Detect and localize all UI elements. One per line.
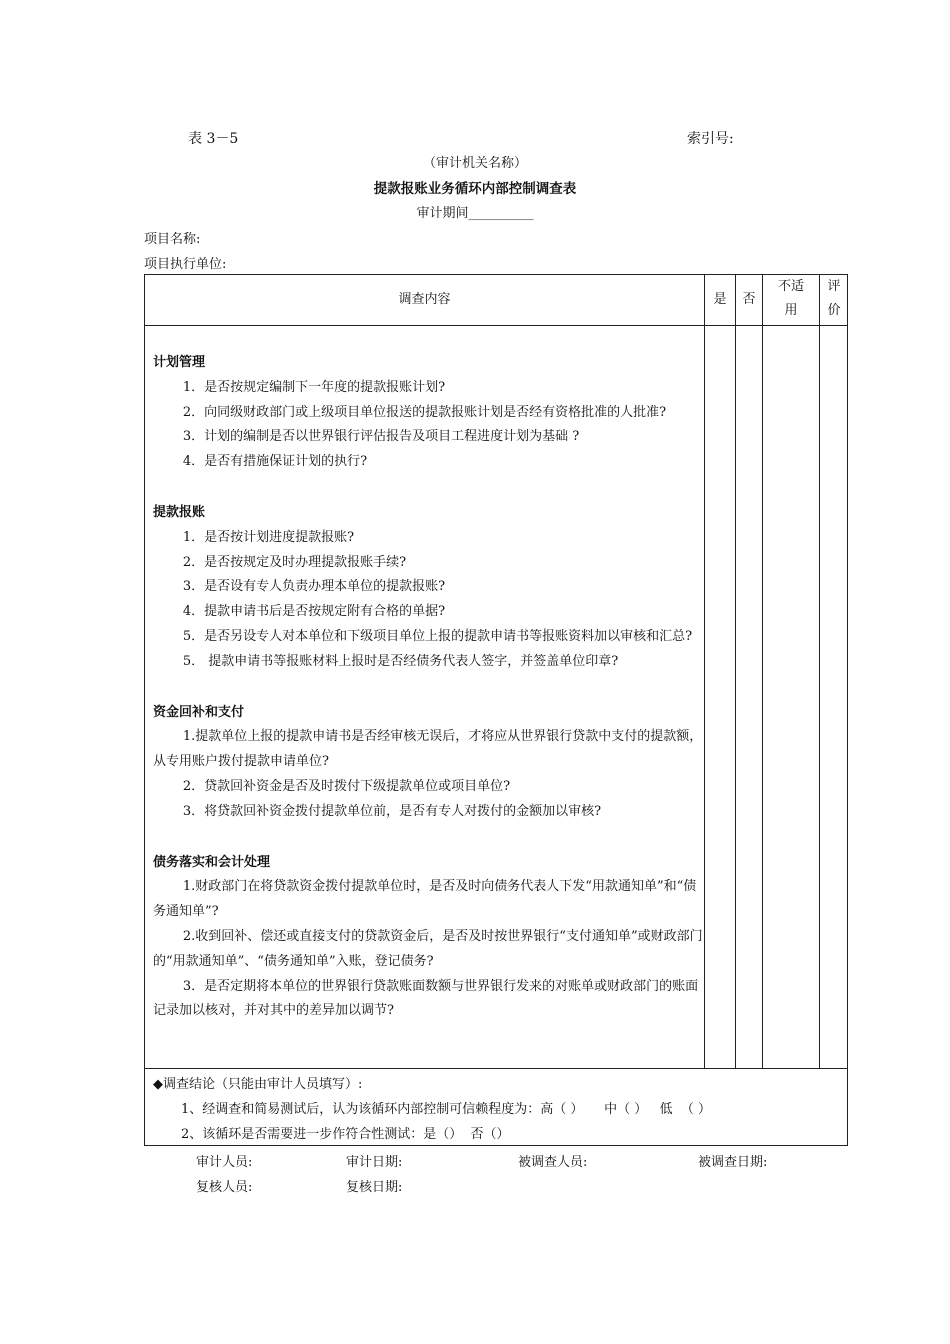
page-title: 提款报账业务循环内部控制调查表 xyxy=(373,181,577,197)
survey-content xyxy=(153,349,703,1024)
list-item: 1．是否按规定编制下一年度的提款报账计划? xyxy=(182,379,446,395)
conclusion-line-2: 2、该循环是否需要进一步作符合性测试：是（） 否（） xyxy=(181,1127,510,1142)
org-name: （审计机关名称） xyxy=(422,156,527,171)
section-title: 债务落实和会计处理 xyxy=(153,854,271,870)
col-eval-header-line2: 价 xyxy=(827,303,841,318)
list-item: 1.财政部门在将贷款资金拨付提款单位时，是否及时向债务代表人下发“用款通知单”和“债务通知单”? xyxy=(153,879,697,920)
col-no-header: 否 xyxy=(742,292,756,307)
list-item: 3．计划的编制是否以世界银行评估报告及项目工程进度计划为基础 ? xyxy=(182,429,580,445)
survey-date-label: 被调查日期: xyxy=(698,1155,768,1170)
conclusion-heading: ◆调查结论（只能由审计人员填写）: xyxy=(153,1077,363,1092)
list-item: 5．是否另设专人对本单位和下级项目单位上报的提款申请书等报账资料加以审核和汇总? xyxy=(182,628,693,644)
list-item: 3．是否定期将本单位的世界银行贷款账面数额与世界银行发来的对账单或财政部门的账面记录加以核对，并对其中的差异加以调节? xyxy=(153,978,699,1019)
col-yes-header: 是 xyxy=(713,292,727,307)
col-eval-header-line1: 评 xyxy=(827,279,841,294)
list-item: 3．是否设有专人负责办理本单位的提款报账? xyxy=(182,579,446,595)
list-item: 3．将贷款回补资金拨付提款单位前，是否有专人对拨付的金额加以审核? xyxy=(182,803,602,819)
conclusion-line-1: 1、经调查和简易测试后，认为该循环内部控制可信赖程度为：高（ ） 中（ ） 低 （ ） xyxy=(181,1102,711,1117)
section-title: 计划管理 xyxy=(153,355,206,370)
review-date-label: 复核日期: xyxy=(346,1180,403,1195)
col-na-header-line1: 不适 xyxy=(777,279,804,294)
list-item: 2．贷款回补资金是否及时拨付下级提款单位或项目单位? xyxy=(182,778,511,794)
auditor-label: 审计人员: xyxy=(196,1155,253,1170)
list-item: 1．是否按计划进度提款报账? xyxy=(182,529,355,545)
audit-date-label: 审计日期: xyxy=(346,1155,403,1170)
survey-table xyxy=(144,274,848,1146)
list-item: 2.收到回补、偿还或直接支付的贷款资金后，是否及时按世界银行“支付通知单”或财政部门的“用款通知单”、“债务通知单”入账，登记债务? xyxy=(153,928,703,969)
list-item: 4．提款申请书后是否按规定附有合格的单据? xyxy=(182,604,446,620)
reviewer-label: 复核人员: xyxy=(196,1180,253,1195)
audit-period: 审计期间__________ xyxy=(416,206,534,221)
list-item: 5． 提款申请书等报账材料上报时是否经债务代表人签字，并签盖单位印章? xyxy=(182,653,619,669)
project-unit-label: 项目执行单位: xyxy=(144,257,227,272)
table-number: 表 3－5 xyxy=(188,131,239,147)
list-item: 1.提款单位上报的提款申请书是否经审核无误后，才将应从世界银行贷款中支付的提款额，从专用账户拨付提款申请单位? xyxy=(153,729,703,770)
list-item: 2．向同级财政部门或上级项目单位报送的提款报账计划是否经有资格批准的人批准? xyxy=(182,404,667,420)
list-item: 2．是否按规定及时办理提款报账手续? xyxy=(182,554,407,570)
index-label: 索引号: xyxy=(687,131,734,147)
col-content-header: 调查内容 xyxy=(398,292,451,307)
list-item: 4．是否有措施保证计划的执行? xyxy=(182,454,368,470)
section-title: 提款报账 xyxy=(153,504,206,520)
project-name-label: 项目名称: xyxy=(144,232,201,247)
auditee-label: 被调查人员: xyxy=(518,1155,588,1170)
section-title: 资金回补和支付 xyxy=(153,704,245,720)
col-na-header-line2: 用 xyxy=(784,303,798,318)
